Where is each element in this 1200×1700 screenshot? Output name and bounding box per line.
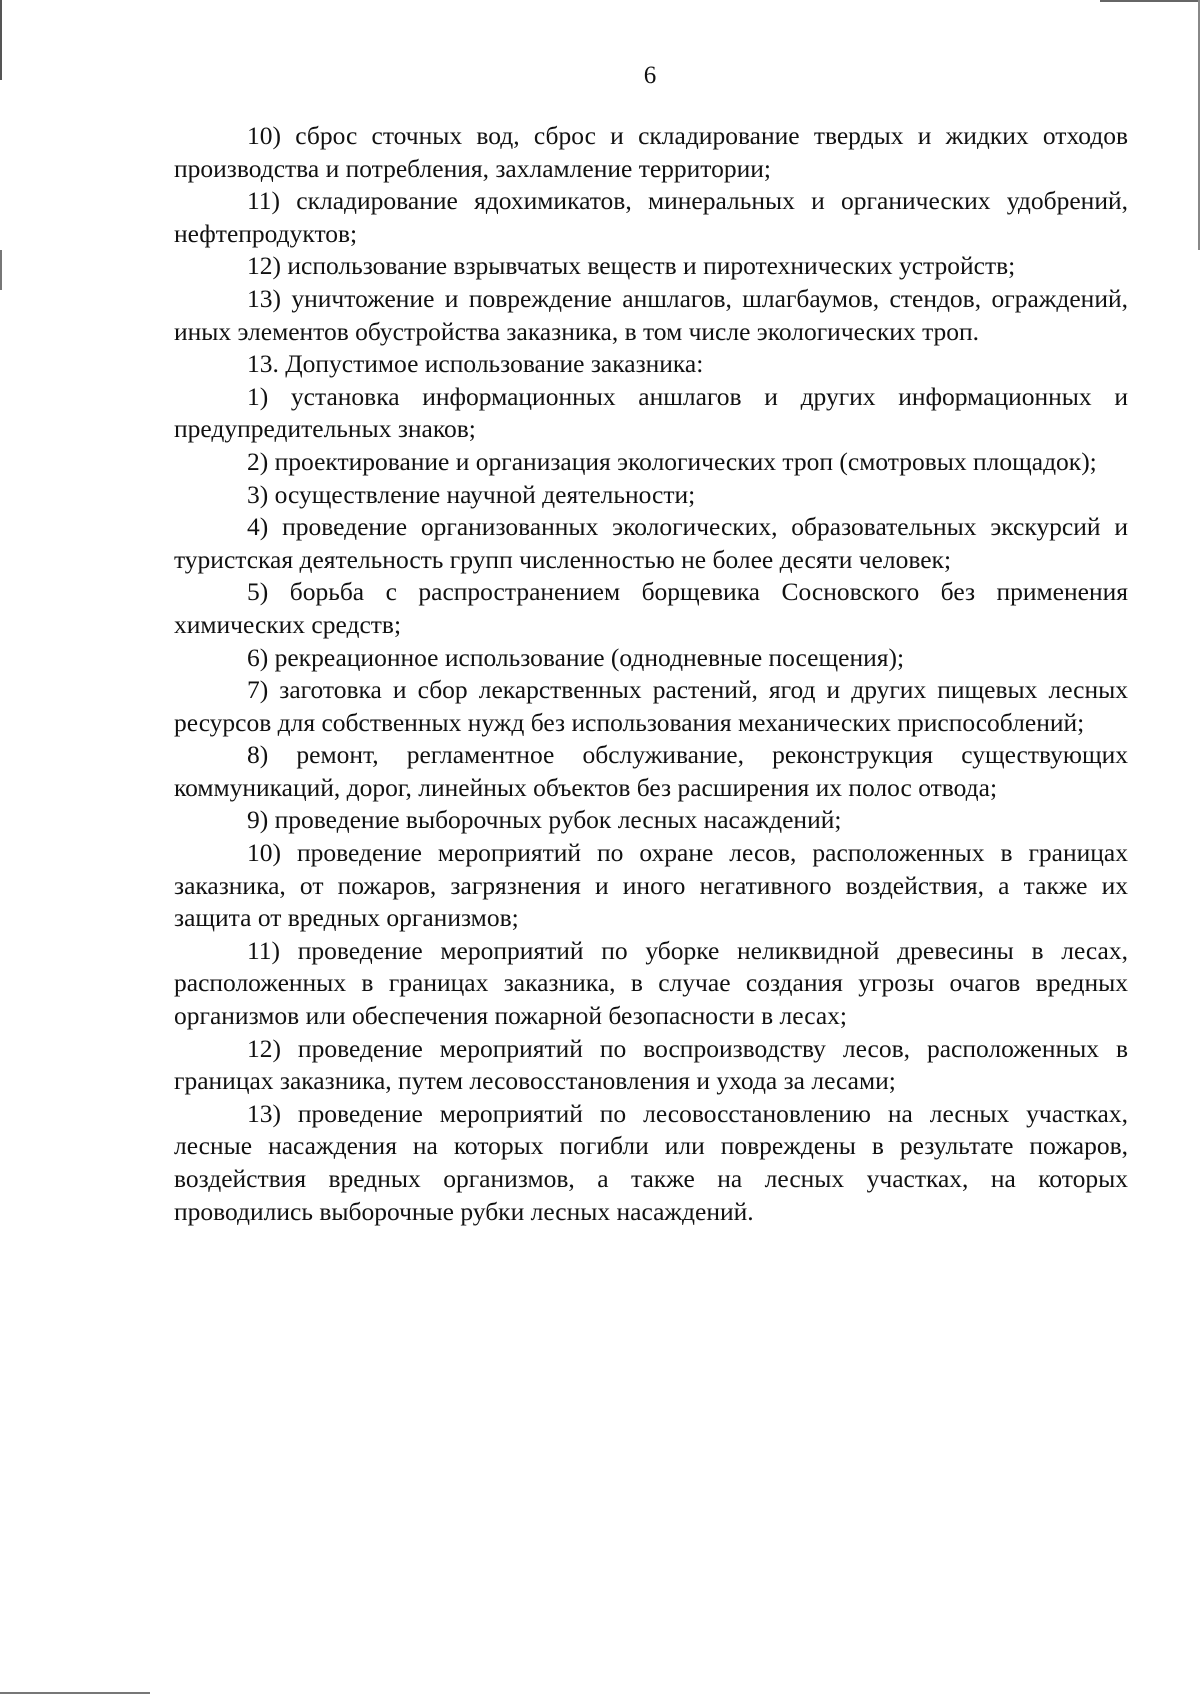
paragraph-allowed-3: 3) осуществление научной деятельности; bbox=[247, 479, 696, 509]
paragraph-allowed-8: 8) ремонт, регламентное обслуживание, реконструкция существующих коммуникаций, дорог, линейных объектов без расширения их полос отвода; bbox=[174, 740, 1128, 802]
paragraph-allowed-4: 4) проведение организованных экологических, образовательных экскурсий и туристская деятельность групп численностью не более десяти человек; bbox=[174, 512, 1128, 574]
paragraph-allowed-10: 10) проведение мероприятий по охране лесов, расположенных в границах заказника, от пожаров, загрязнения и иного негативного воздействия, а также их защита от вредных организмов; bbox=[174, 838, 1128, 933]
paragraph-allowed-13: 13) проведение мероприятий по лесовосстановлению на лесных участках, лесные насаждения на которых погибли или повреждены в результате пожаров, воздействия вредных организмов, а также на лесных участках, на которых проводились выборочные рубки лесных насаждений. bbox=[174, 1098, 1128, 1226]
paragraph-allowed-1: 1) установка информационных аншлагов и других информационных и предупредительных знаков; bbox=[174, 381, 1128, 444]
scan-edge-mark bbox=[1100, 0, 1200, 2]
page-number: 6 bbox=[643, 62, 657, 89]
paragraph-prohibited-10: 10) сброс сточных вод, сброс и складирование твердых и жидких отходов производства и потребления, захламление территории; bbox=[174, 121, 1128, 183]
paragraph-prohibited-11: 11) складирование ядохимикатов, минеральных и органических удобрений, нефтепродуктов; bbox=[174, 186, 1128, 248]
document-body bbox=[174, 120, 1128, 1228]
scan-edge-mark bbox=[0, 1692, 150, 1694]
paragraph-prohibited-12: 12) использование взрывчатых веществ и пиротехнических устройств; bbox=[247, 251, 1016, 281]
section-heading-13: 13. Допустимое использование заказника: bbox=[247, 349, 704, 379]
paragraph-allowed-5: 5) борьба с распространением борщевика Сосновского без применения химических средств; bbox=[174, 577, 1128, 639]
paragraph-prohibited-13: 13) уничтожение и повреждение аншлагов, шлагбаумов, стендов, ограждений, иных элементов обустройства заказника, в том числе экологических троп. bbox=[174, 283, 1128, 346]
paragraph-allowed-7: 7) заготовка и сбор лекарственных растений, ягод и других пищевых лесных ресурсов для собственных нужд без использования механических приспособлений; bbox=[174, 675, 1128, 737]
paragraph-allowed-11: 11) проведение мероприятий по уборке неликвидной древесины в лесах, расположенных в границах заказника, в случае создания угрозы очагов вредных организмов или обеспечения пожарной безопасности в лесах; bbox=[174, 935, 1128, 1031]
paragraph-allowed-9: 9) проведение выборочных рубок лесных насаждений; bbox=[247, 805, 842, 835]
paragraph-allowed-2: 2) проектирование и организация экологических троп (смотровых площадок); bbox=[247, 446, 1097, 476]
paragraph-allowed-12: 12) проведение мероприятий по воспроизводству лесов, расположенных в границах заказника, путем лесовосстановления и ухода за лесами; bbox=[174, 1033, 1128, 1096]
scan-edge-mark bbox=[0, 250, 2, 290]
paragraph-allowed-6: 6) рекреационное использование (однодневные посещения); bbox=[247, 642, 905, 672]
